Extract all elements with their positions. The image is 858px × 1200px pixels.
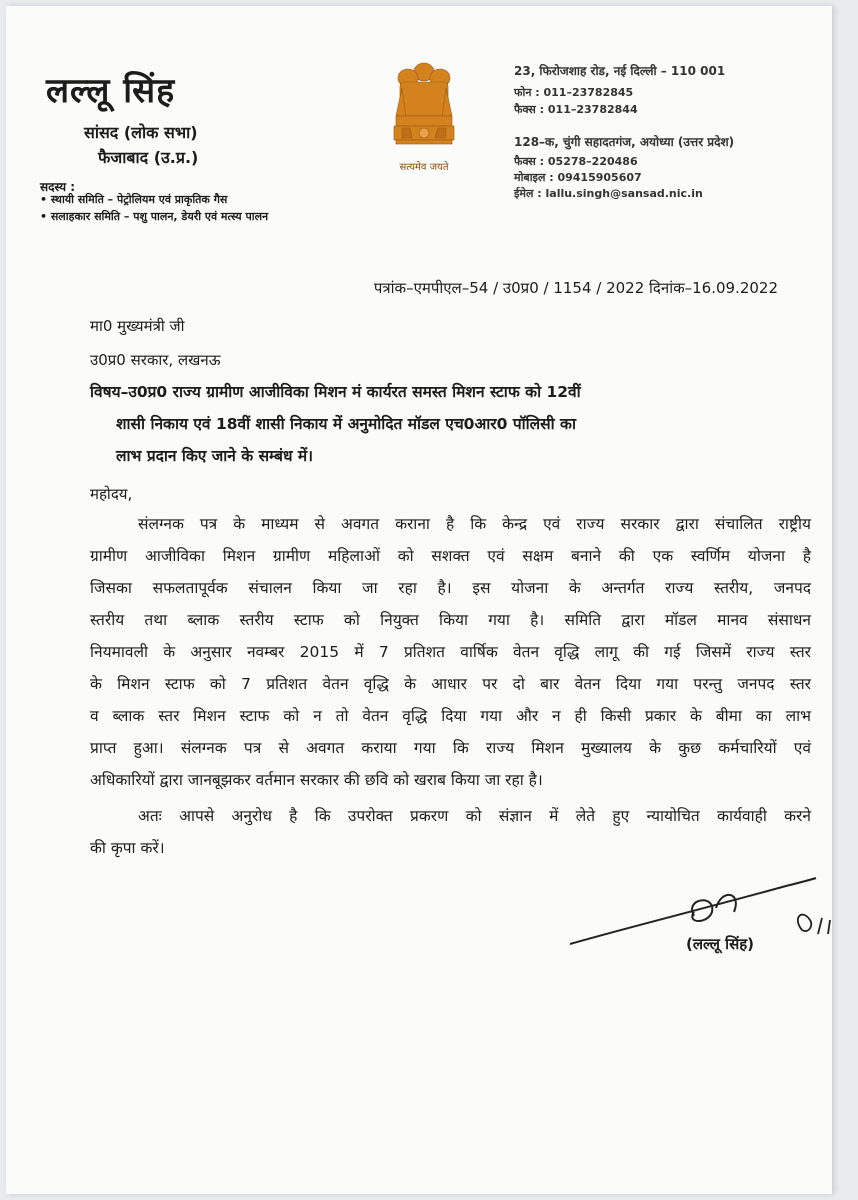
address-ayodhya-line: 128–क, चुंगी सहादतगंज, अयोध्या (उत्तर प्रदेश) bbox=[514, 135, 735, 149]
reference-number: पत्रांक–एमपीएल–54 / उ0प्र0 / 1154 / 2022 दिनांक–16.09.2022 bbox=[373, 279, 778, 297]
recipient-line: उ0प्र0 सरकार, लखनऊ bbox=[90, 351, 221, 369]
body-line: जिसका सफलतापूर्वक संचालन किया जा रहा है। इस योजना के अन्तर्गत राज्य स्तरीय, जनपद bbox=[90, 579, 811, 597]
membership-item: • सलाहकार समिति – पशु पालन, डेयरी एवं मत्स्य पालन bbox=[40, 210, 269, 223]
constituency: फैजाबाद (उ.प्र.) bbox=[98, 148, 199, 167]
letter-page bbox=[6, 6, 832, 1194]
body-line: व ब्लाक स्तर मिशन स्टाफ को न तो वेतन वृद्धि दिया गया और न ही किसी प्रकार के बीमा का लाभ bbox=[90, 707, 811, 725]
mobile-number: मोबाइल : 09415905607 bbox=[514, 171, 642, 184]
membership-item: • स्थायी समिति – पेट्रोलियम एवं प्राकृतिक गैस bbox=[40, 193, 228, 206]
fax-ayodhya: फैक्स : 05278–220486 bbox=[514, 155, 638, 168]
signatory-name: (लल्लू सिंह) bbox=[686, 935, 755, 953]
emblem-motto: सत्यमेव जयते bbox=[399, 162, 449, 173]
request-line: अतः आपसे अनुरोध है कि उपरोक्त प्रकरण को संज्ञान में लेते हुए न्यायोचित कार्यवाही करने bbox=[138, 807, 811, 825]
subject-line: शासी निकाय एवं 18वीं शासी निकाय में अनुमोदित मॉडल एच0आर0 पॉलिसी का bbox=[116, 415, 576, 433]
salutation: महोदय, bbox=[90, 485, 133, 503]
body-line: प्राप्त हुआ। संलग्नक पत्र से अवगत कराया गया कि राज्य मिशन मुख्यालय के कुछ कर्मचारियों एवं bbox=[90, 739, 811, 757]
body-line: संलग्नक पत्र के माध्यम से अवगत कराना है कि केन्द्र एवं राज्य सरकार द्वारा संचालित राष्ट्रीय bbox=[138, 515, 811, 533]
body-line: नियमावली के अनुसार नवम्बर 2015 में 7 प्रतिशत वार्षिक वेतन वृद्धि लागू की गई जिसमें राज्य स्तर bbox=[90, 643, 811, 661]
subject-line: विषय–उ0प्र0 राज्य ग्रामीण आजीविका मिशन मं कार्यरत समस्त मिशन स्टाफ को 12वीं bbox=[90, 383, 581, 401]
national-emblem-icon bbox=[386, 58, 462, 176]
fax-delhi: फैक्स : 011–23782844 bbox=[514, 103, 638, 116]
phone-delhi: फोन : 011–23782845 bbox=[514, 86, 634, 99]
request-line: की कृपा करें। bbox=[90, 839, 165, 857]
subject-line: लाभ प्रदान किए जाने के सम्बंध में। bbox=[116, 447, 314, 465]
designation: सांसद (लोक सभा) bbox=[84, 123, 198, 142]
address-delhi-line: 23, फिरोजशाह रोड, नई दिल्ली – 110 001 bbox=[514, 64, 726, 78]
membership-heading: सदस्य : bbox=[40, 180, 76, 194]
body-line: ग्रामीण आजीविका मिशन ग्रामीण महिलाओं को सशक्त एवं सक्षम बनाने की एक स्वर्णिम योजना है bbox=[90, 547, 811, 565]
email-address: ईमेल : lallu.singh@sansad.nic.in bbox=[514, 187, 703, 200]
mp-name: लल्लू सिंह bbox=[46, 71, 176, 111]
body-line: के मिशन स्टाफ को 7 प्रतिशत वेतन वृद्धि के आधार पर दो बार वेतन दिया गया परन्तु जनपद स्तर bbox=[90, 675, 811, 693]
body-line: स्तरीय तथा ब्लाक स्तरीय स्टाफ को नियुक्त किया गया है। समिति द्वारा मॉडल मानव संसाधन bbox=[90, 611, 811, 629]
body-line: अधिकारियों द्वारा जानबूझकर वर्तमान सरकार की छवि को खराब किया जा रहा है। bbox=[90, 771, 543, 789]
recipient-line: मा0 मुख्यमंत्री जी bbox=[90, 317, 185, 335]
